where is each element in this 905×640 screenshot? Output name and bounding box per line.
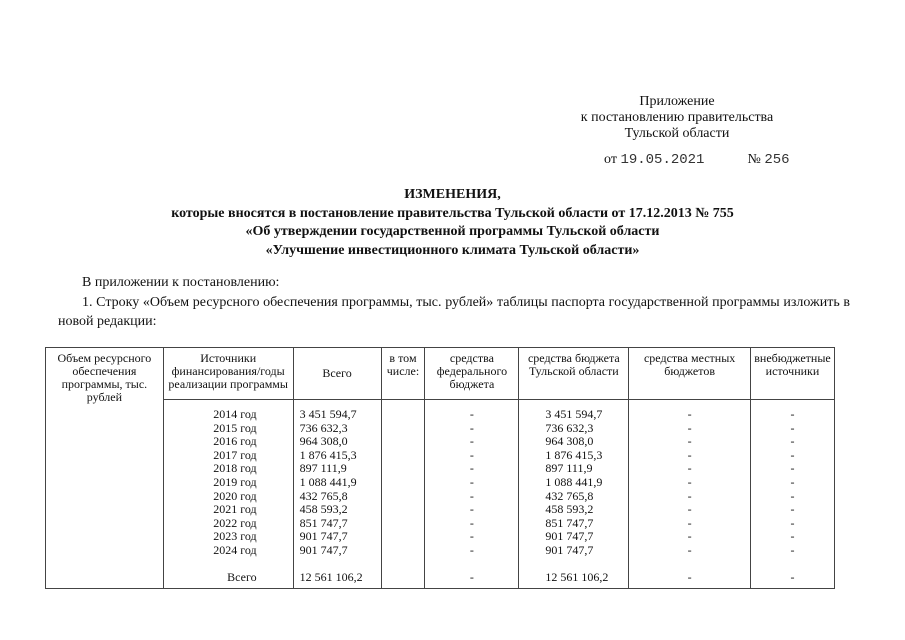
total-cell: 1 876 415,3 bbox=[299, 447, 357, 462]
local-cell: - bbox=[687, 502, 692, 517]
header-including: в том числе: bbox=[381, 348, 425, 400]
year-cell: 2024 год bbox=[213, 542, 257, 557]
year-cell: 2023 год bbox=[213, 529, 257, 544]
extra-cell: - bbox=[790, 420, 795, 435]
local-cell: - bbox=[687, 461, 692, 476]
title-line-2: которые вносятся в постановление правительства Тульской области от 17.12.2013 № 755 bbox=[171, 205, 734, 221]
federal-cell: - bbox=[469, 488, 474, 503]
extra-cell: - bbox=[790, 529, 795, 544]
year-cell: 2014 год bbox=[213, 407, 257, 421]
extra-cell: - bbox=[790, 434, 795, 449]
regional-cell: 901 747,7 bbox=[545, 542, 594, 557]
table-header-row bbox=[46, 348, 835, 400]
federal-cell: - bbox=[469, 447, 474, 462]
federal-cell: - bbox=[469, 529, 474, 544]
extra-cell-total: - bbox=[790, 569, 795, 584]
col-local bbox=[629, 400, 751, 589]
extra-cell: - bbox=[790, 407, 795, 421]
col-totals bbox=[293, 400, 381, 589]
local-cell-total: - bbox=[687, 569, 692, 584]
regional-cell: 851 747,7 bbox=[545, 515, 594, 530]
extra-cell: - bbox=[790, 542, 795, 557]
year-cell-total: Всего bbox=[227, 569, 257, 584]
local-cell: - bbox=[687, 488, 692, 503]
paragraph-intro: В приложении к постановлению: bbox=[82, 275, 280, 290]
header-extra: внебюджетные источники bbox=[750, 348, 834, 400]
order-date-line bbox=[604, 152, 790, 168]
local-cell: - bbox=[687, 542, 692, 557]
total-cell: 736 632,3 bbox=[299, 420, 348, 435]
order-date: 19.05.2021 bbox=[620, 152, 705, 168]
federal-cell: - bbox=[469, 420, 474, 435]
federal-cell: - bbox=[469, 461, 474, 476]
regional-cell: 458 593,2 bbox=[545, 502, 594, 517]
local-cell: - bbox=[687, 474, 692, 489]
regional-cell: 964 308,0 bbox=[545, 434, 594, 449]
col-regional bbox=[519, 400, 629, 589]
title-line-3: «Об утверждении государственной программы Тульской области bbox=[245, 224, 660, 239]
year-cell: 2015 год bbox=[213, 420, 257, 435]
header-local: средства местных бюджетов bbox=[629, 348, 751, 400]
col-federal bbox=[425, 400, 519, 589]
federal-cell: - bbox=[469, 542, 474, 557]
year-cell: 2019 год bbox=[213, 474, 257, 489]
header-regional: средства бюджета Тульской области bbox=[519, 348, 629, 400]
col-including-empty bbox=[381, 400, 425, 589]
document-title bbox=[0, 186, 905, 260]
header-sources: Источники финансирования/годы реализации программы bbox=[163, 348, 293, 400]
total-cell: 458 593,2 bbox=[299, 502, 348, 517]
extra-cell: - bbox=[790, 447, 795, 462]
federal-cell: - bbox=[469, 515, 474, 530]
extra-cell: - bbox=[790, 461, 795, 476]
col-extra bbox=[750, 400, 834, 589]
year-cell: 2021 год bbox=[213, 502, 257, 517]
federal-cell: - bbox=[469, 502, 474, 517]
regional-cell: 1 088 441,9 bbox=[545, 474, 603, 489]
local-cell: - bbox=[687, 515, 692, 530]
federal-cell: - bbox=[469, 434, 474, 449]
total-cell: 3 451 594,7 bbox=[299, 407, 357, 421]
federal-cell: - bbox=[469, 407, 474, 421]
extra-cell: - bbox=[790, 502, 795, 517]
regional-cell: 3 451 594,7 bbox=[545, 407, 603, 421]
regional-cell: 897 111,9 bbox=[545, 461, 593, 476]
annex-line-2: к постановлению правительства bbox=[580, 110, 774, 125]
total-cell: 851 747,7 bbox=[299, 515, 348, 530]
header-federal: средства федерального бюджета bbox=[425, 348, 519, 400]
table-lead-cell: Объем ресурсного обеспечения программы, тыс. рублей bbox=[46, 348, 164, 589]
total-cell: 901 747,7 bbox=[299, 542, 348, 557]
total-cell: 964 308,0 bbox=[299, 434, 348, 449]
total-cell: 901 747,7 bbox=[299, 529, 348, 544]
local-cell: - bbox=[687, 447, 692, 462]
extra-cell: - bbox=[790, 488, 795, 503]
total-cell-grand: 12 561 106,2 bbox=[299, 569, 363, 584]
federal-cell-total: - bbox=[469, 569, 474, 584]
local-cell: - bbox=[687, 420, 692, 435]
total-cell: 1 088 441,9 bbox=[299, 474, 357, 489]
local-cell: - bbox=[687, 529, 692, 544]
regional-cell: 432 765,8 bbox=[545, 488, 594, 503]
title-line-1: ИЗМЕНЕНИЯ, bbox=[404, 187, 501, 202]
col-years bbox=[163, 400, 293, 589]
regional-cell: 1 876 415,3 bbox=[545, 447, 603, 462]
year-cell: 2017 год bbox=[213, 447, 257, 462]
annex-block bbox=[547, 94, 807, 142]
local-cell: - bbox=[687, 434, 692, 449]
title-line-4: «Улучшение инвестиционного климата Тульской области» bbox=[265, 242, 640, 258]
extra-cell: - bbox=[790, 515, 795, 530]
total-cell: 897 111,9 bbox=[299, 461, 347, 476]
funding-table bbox=[45, 347, 835, 589]
total-cell: 432 765,8 bbox=[299, 488, 348, 503]
regional-cell-total: 12 561 106,2 bbox=[545, 569, 609, 584]
federal-cell: - bbox=[469, 474, 474, 489]
regional-cell: 736 632,3 bbox=[545, 420, 594, 435]
year-cell: 2020 год bbox=[213, 488, 257, 503]
order-number: 256 bbox=[764, 152, 790, 168]
annex-line-3: Тульской области bbox=[624, 126, 730, 141]
year-cell: 2022 год bbox=[213, 515, 257, 530]
extra-cell: - bbox=[790, 474, 795, 489]
header-total: Всего bbox=[293, 348, 381, 400]
local-cell: - bbox=[687, 407, 692, 421]
year-cell: 2018 год bbox=[213, 461, 257, 476]
table-data-row bbox=[46, 400, 835, 589]
year-cell: 2016 год bbox=[213, 434, 257, 449]
regional-cell: 901 747,7 bbox=[545, 529, 594, 544]
annex-line-1: Приложение bbox=[639, 94, 715, 109]
date-prefix: от bbox=[604, 152, 617, 167]
number-prefix: № bbox=[747, 152, 761, 167]
paragraph-item-1: 1. Строку «Объем ресурсного обеспечения программы, тыс. рублей» таблицы паспорта государственной программы изложить в новой редакции: bbox=[58, 295, 850, 329]
